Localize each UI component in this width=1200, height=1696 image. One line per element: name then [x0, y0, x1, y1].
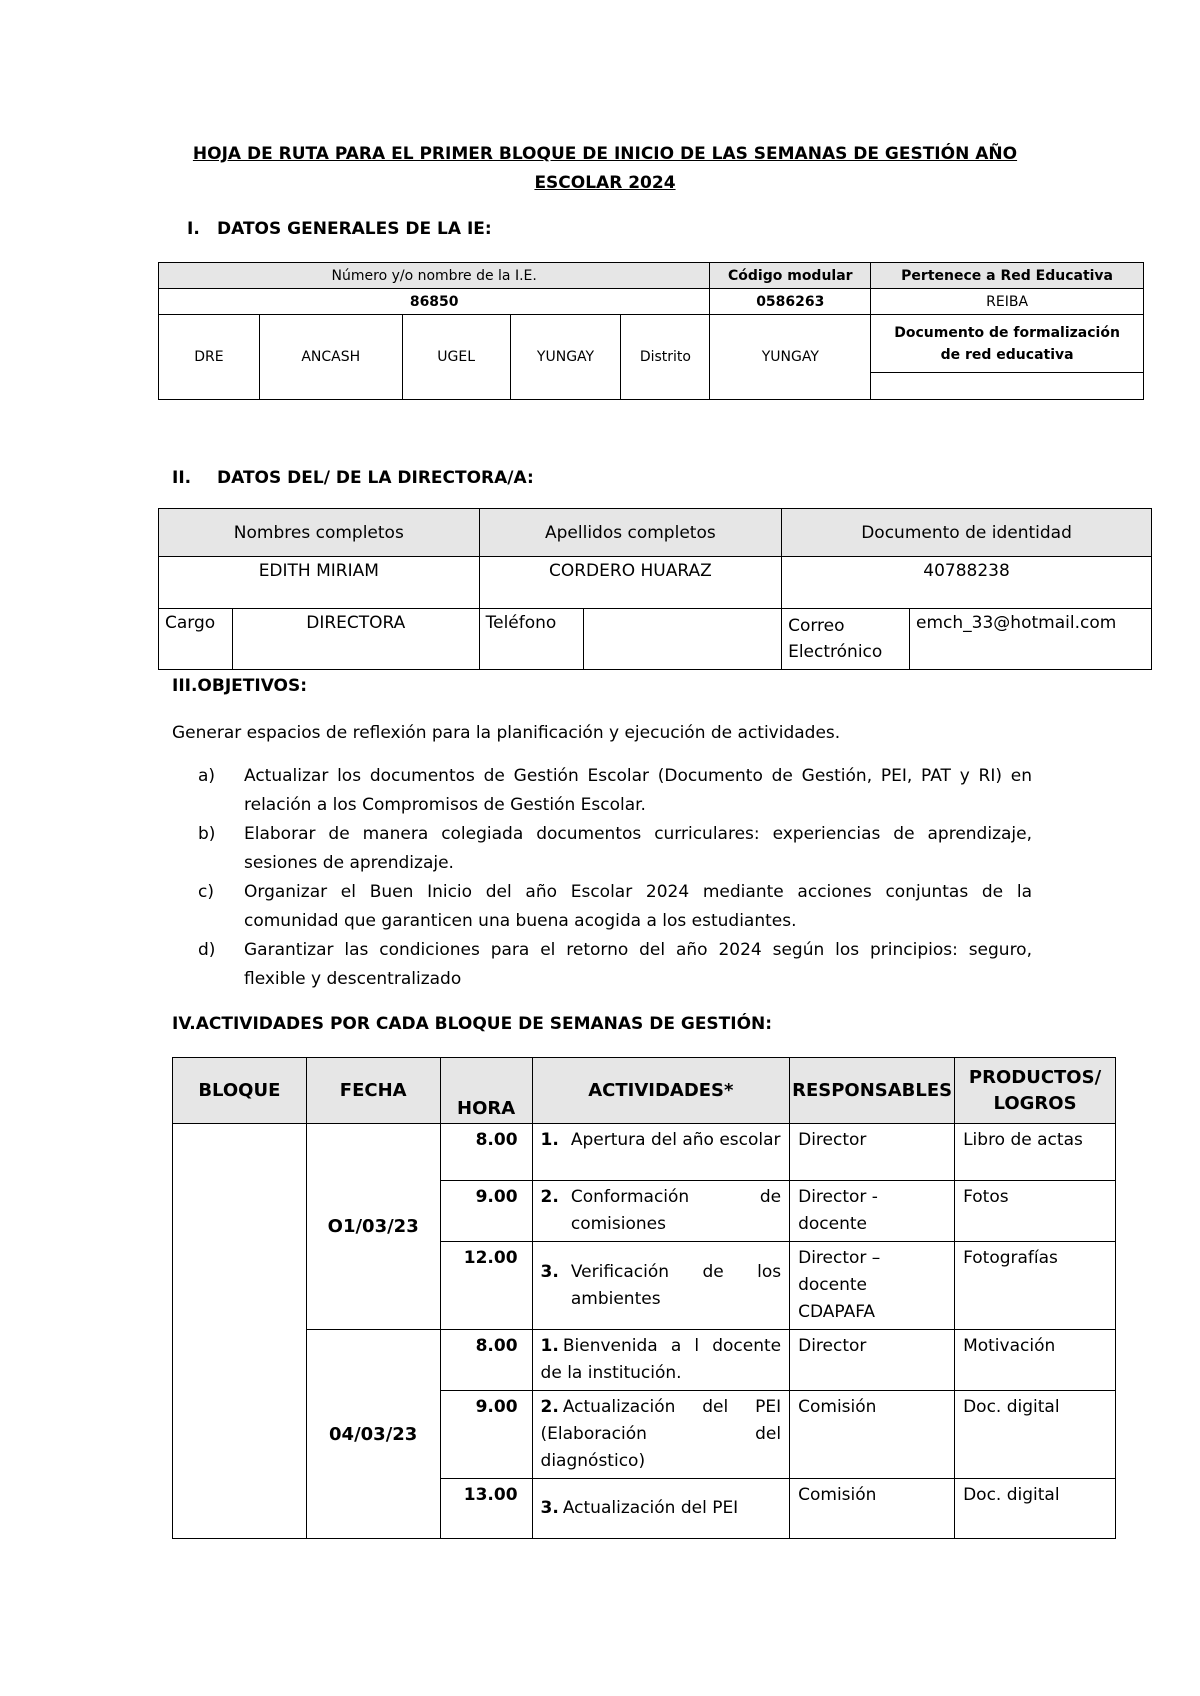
section-heading-2 — [172, 468, 534, 488]
header-nombres: Nombres completos — [159, 509, 480, 557]
row-hora: 9.00 — [440, 1391, 532, 1479]
list-item: a) Actualizar los documentos de Gestión Escolar (Documento de Gestión, PEI, PAT y RI) en relación a los Compromisos de Gestión Escolar. — [198, 766, 1032, 815]
row-producto: Fotografías — [955, 1242, 1116, 1330]
row-producto: Doc. digital — [955, 1391, 1116, 1479]
list-item: b) Elaborar de manera colegiada documentos curriculares: experiencias de aprendizaje, sesiones de aprendizaje. — [198, 824, 1032, 873]
header-documento: Documento de identidad — [782, 509, 1152, 557]
section-heading-4: IV.ACTIVIDADES POR CADA BLOQUE DE SEMANAS DE GESTIÓN: — [172, 1014, 773, 1034]
row-hora: 8.00 — [440, 1124, 532, 1181]
row-hora: 8.00 — [440, 1330, 532, 1391]
label-ugel: UGEL — [402, 315, 510, 400]
actividades-table — [172, 1057, 1116, 1539]
header-codigo-modular: Código modular — [710, 263, 871, 289]
header-actividades: ACTIVIDADES* — [532, 1058, 790, 1124]
row-responsable: Director — [790, 1124, 955, 1181]
header-fecha: FECHA — [306, 1058, 440, 1124]
value-dre: ANCASH — [259, 315, 402, 400]
table-row — [173, 1124, 1116, 1181]
label-dre: DRE — [159, 315, 260, 400]
row-responsable: Director — [790, 1330, 955, 1391]
row-producto: Libro de actas — [955, 1124, 1116, 1181]
row-hora: 13.00 — [440, 1479, 532, 1539]
header-responsables: RESPONSABLES — [790, 1058, 955, 1124]
header-productos: PRODUCTOS/ LOGROS — [955, 1058, 1116, 1124]
row-responsable: Director – docente CDAPAFA — [790, 1242, 955, 1330]
value-red-educativa: REIBA — [871, 289, 1144, 315]
header-nombre-ie: Número y/o nombre de la I.E. — [159, 263, 710, 289]
row-actividad: 1. Apertura del año escolar — [532, 1124, 790, 1181]
page-title — [170, 140, 1040, 198]
objetivos-list — [198, 762, 1032, 994]
section-label: DATOS GENERALES DE LA IE: — [217, 219, 492, 239]
value-bloque — [173, 1124, 307, 1539]
row-actividad: 1. Bienvenida a l docente de la institución. — [532, 1330, 790, 1391]
director-data-table — [158, 508, 1152, 670]
row-responsable: Comisión — [790, 1479, 955, 1539]
value-fecha-2: 04/03/23 — [306, 1330, 440, 1539]
value-cargo: DIRECTORA — [232, 609, 479, 670]
label-correo: Correo Electrónico — [782, 609, 910, 670]
row-responsable: Director - docente — [790, 1181, 955, 1242]
value-nombre-ie: 86850 — [159, 289, 710, 315]
row-actividad: 2. Conformación de comisiones — [532, 1181, 790, 1242]
section-label: DATOS DEL/ DE LA DIRECTORA/A: — [217, 468, 534, 488]
title-line-1: HOJA DE RUTA PARA EL PRIMER BLOQUE DE INICIO DE LAS SEMANAS DE GESTIÓN AÑO — [192, 144, 1018, 164]
objetivo-general: Generar espacios de reflexión para la planificación y ejecución de actividades. — [172, 723, 841, 743]
value-fecha-1: O1/03/23 — [306, 1124, 440, 1330]
label-cargo: Cargo — [159, 609, 233, 670]
row-hora: 12.00 — [440, 1242, 532, 1330]
section-number: II. — [172, 468, 192, 488]
value-apellidos: CORDERO HUARAZ — [479, 557, 781, 609]
value-telefono — [583, 609, 782, 670]
section-number: I. — [187, 219, 200, 239]
value-documento-formalizacion — [871, 373, 1144, 400]
label-documento-formalizacion: Documento de formalización de red educativa — [871, 315, 1144, 373]
list-item: c) Organizar el Buen Inicio del año Escolar 2024 mediante acciones conjuntas de la comunidad que garanticen una buena acogida a los estudiantes. — [198, 882, 1032, 931]
section-heading-3: III.OBJETIVOS: — [172, 676, 308, 696]
value-ugel: YUNGAY — [510, 315, 621, 400]
label-telefono: Teléfono — [479, 609, 583, 670]
row-actividad: 3. Actualización del PEI — [532, 1479, 790, 1539]
row-actividad: 2. Actualización del PEI (Elaboración del diagnóstico) — [532, 1391, 790, 1479]
section-heading-1 — [187, 219, 492, 239]
value-documento: 40788238 — [782, 557, 1152, 609]
row-actividad: 3. Verificación de los ambientes — [532, 1242, 790, 1330]
row-hora: 9.00 — [440, 1181, 532, 1242]
ie-general-data-table — [158, 262, 1144, 400]
list-item: d) Garantizar las condiciones para el retorno del año 2024 según los principios: seguro, flexible y descentralizado — [198, 940, 1032, 989]
value-distrito: YUNGAY — [710, 315, 871, 400]
label-distrito: Distrito — [621, 315, 710, 400]
header-hora: HORA — [440, 1058, 532, 1124]
table-row — [173, 1330, 1116, 1391]
value-nombres: EDITH MIRIAM — [159, 557, 480, 609]
header-apellidos: Apellidos completos — [479, 509, 781, 557]
row-producto: Fotos — [955, 1181, 1116, 1242]
row-responsable: Comisión — [790, 1391, 955, 1479]
row-producto: Motivación — [955, 1330, 1116, 1391]
header-red-educativa: Pertenece a Red Educativa — [871, 263, 1144, 289]
value-correo: emch_33@hotmail.com — [910, 609, 1152, 670]
header-bloque: BLOQUE — [173, 1058, 307, 1124]
value-codigo-modular: 0586263 — [710, 289, 871, 315]
title-line-2: ESCOLAR 2024 — [534, 173, 676, 193]
row-producto: Doc. digital — [955, 1479, 1116, 1539]
